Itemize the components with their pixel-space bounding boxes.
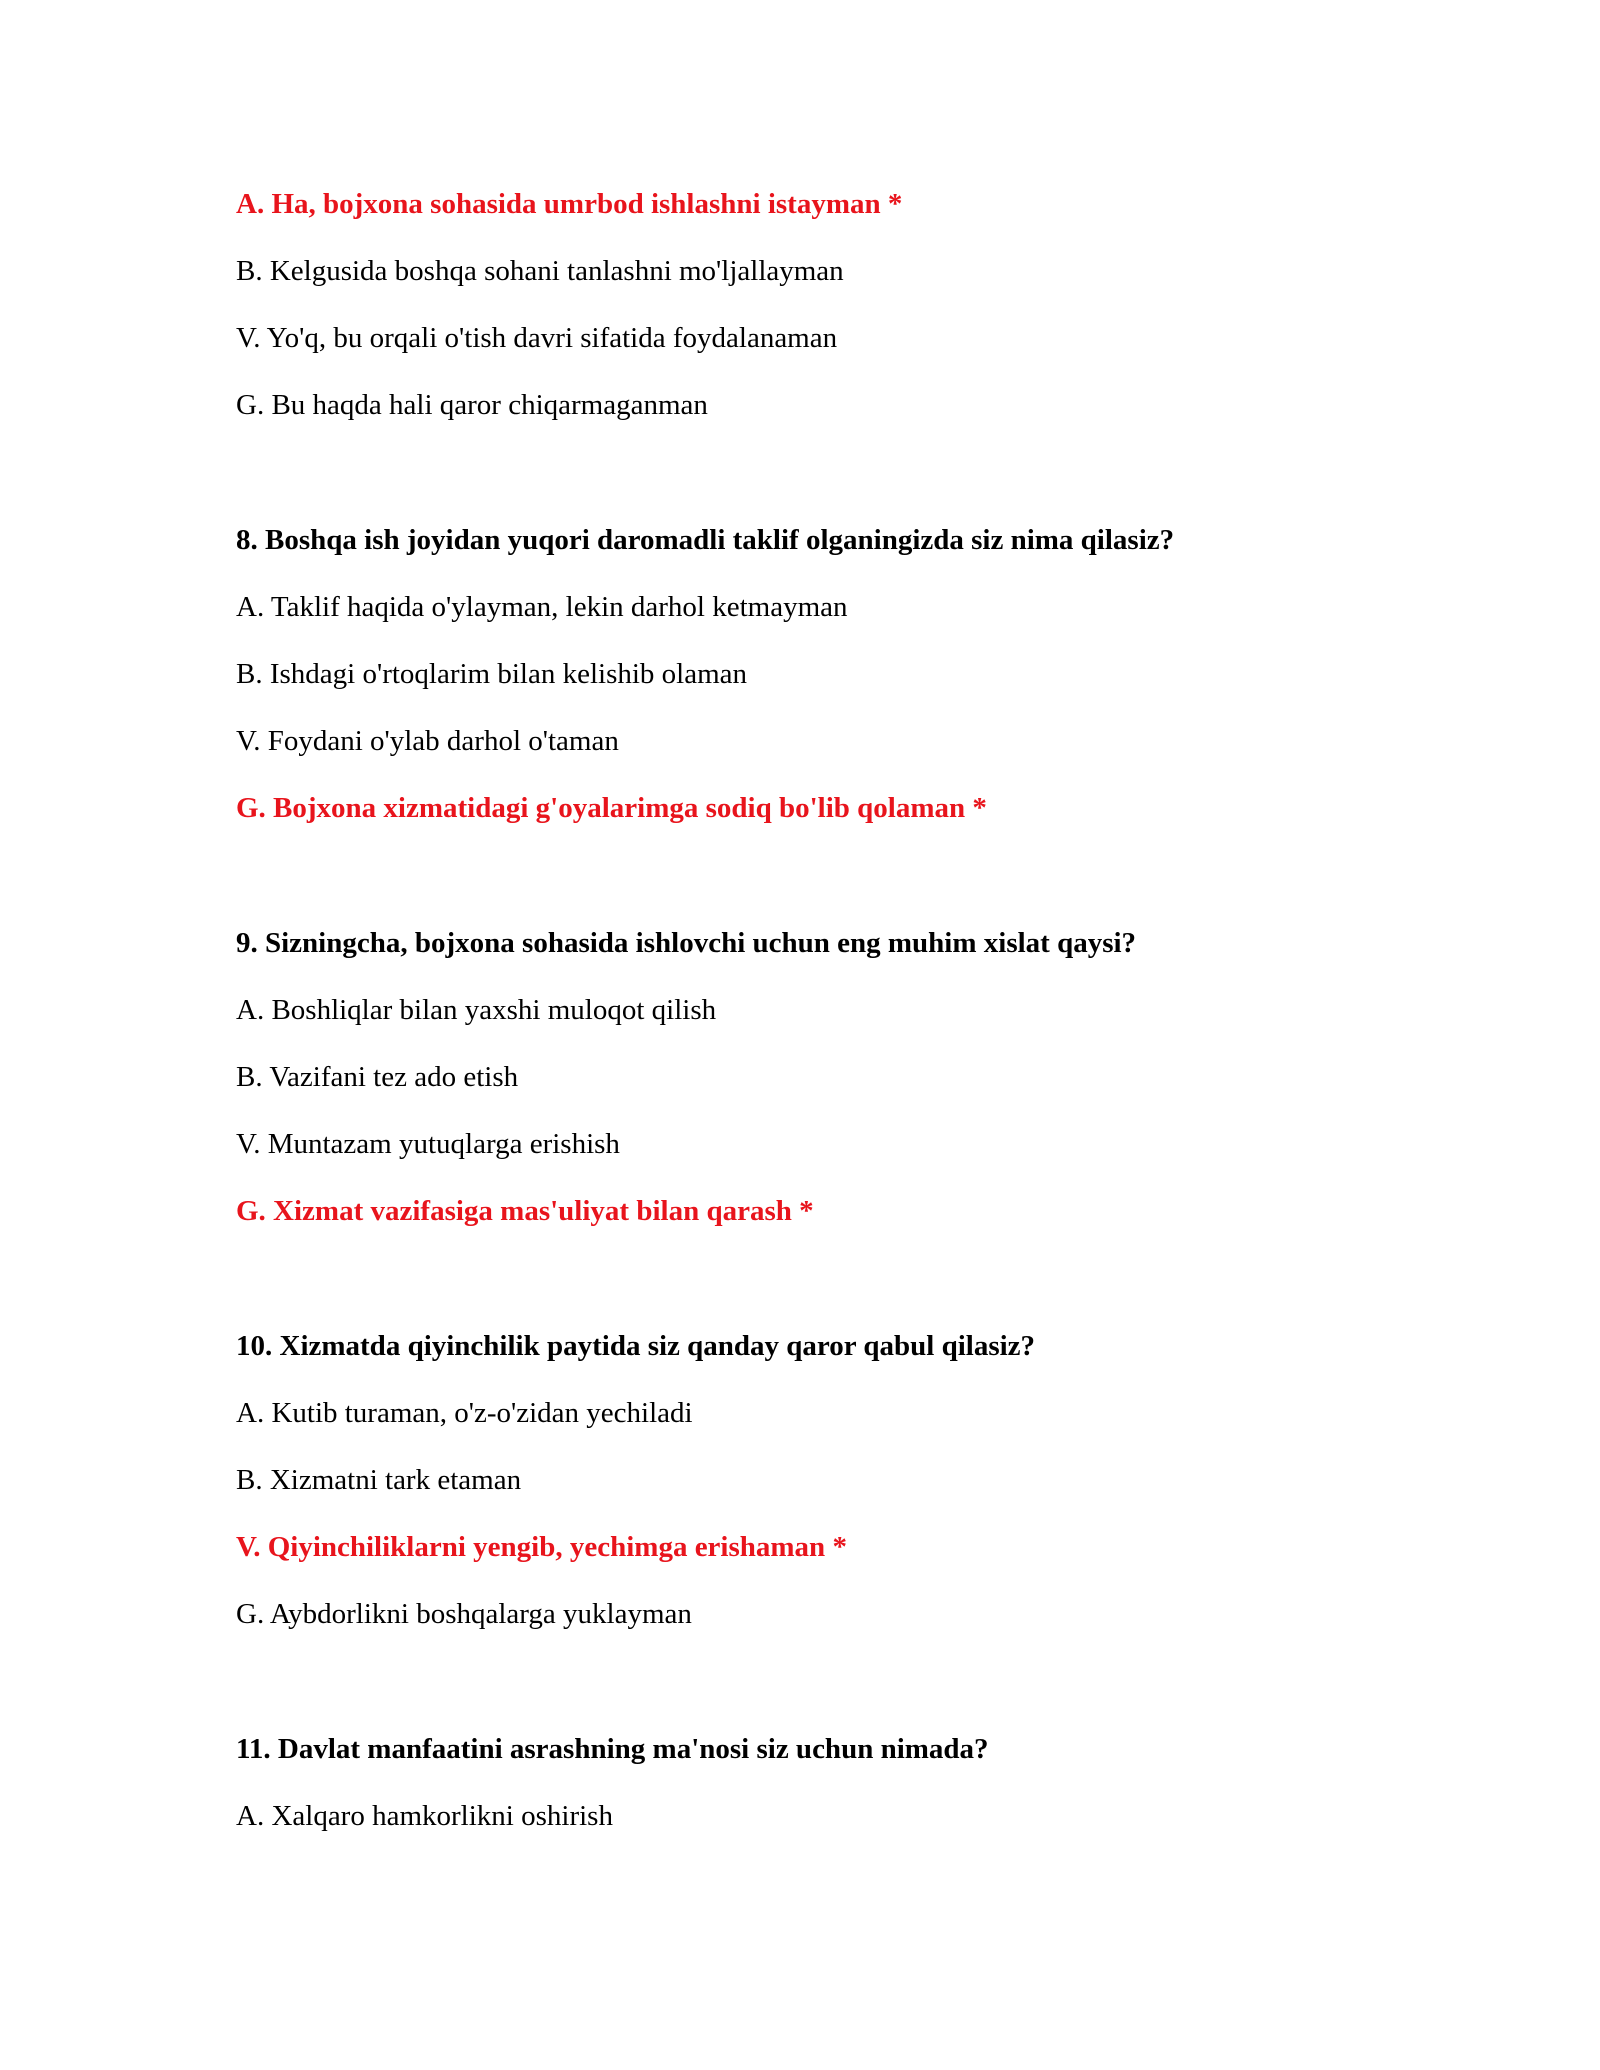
answer-option: G. Bu haqda hali qaror chiqarmaganman bbox=[236, 389, 708, 421]
answer-option: B. Xizmatni tark etaman bbox=[236, 1464, 522, 1496]
question-heading: 11. Davlat manfaatini asrashning ma'nosi siz uchun nimada? bbox=[236, 1733, 989, 1765]
answer-option: A. Boshliqlar bilan yaxshi muloqot qilish bbox=[236, 994, 717, 1026]
answer-option: V. Yo'q, bu orqali o'tish davri sifatida foydalanaman bbox=[236, 322, 838, 354]
answer-option: A. Kutib turaman, o'z-o'zidan yechiladi bbox=[236, 1397, 693, 1429]
answer-option: B. Vazifani tez ado etish bbox=[236, 1061, 519, 1093]
answer-option-correct: A. Ha, bojxona sohasida umrbod ishlashni istayman * bbox=[236, 188, 903, 220]
question-heading: 9. Sizningcha, bojxona sohasida ishlovchi uchun eng muhim xislat qaysi? bbox=[236, 927, 1137, 959]
answer-option: B. Kelgusida boshqa sohani tanlashni mo'ljallayman bbox=[236, 255, 844, 287]
answer-option-correct: V. Qiyinchiliklarni yengib, yechimga erishaman * bbox=[236, 1531, 847, 1563]
answer-option: V. Muntazam yutuqlarga erishish bbox=[236, 1128, 620, 1160]
question-heading: 10. Xizmatda qiyinchilik paytida siz qanday qaror qabul qilasiz? bbox=[236, 1330, 1036, 1362]
answer-option: V. Foydani o'ylab darhol o'taman bbox=[236, 725, 619, 757]
answer-option-correct: G. Bojxona xizmatidagi g'oyalarimga sodiq bo'lib qolaman * bbox=[236, 792, 987, 824]
answer-option: A. Xalqaro hamkorlikni oshirish bbox=[236, 1800, 613, 1832]
answer-option: G. Aybdorlikni boshqalarga yuklayman bbox=[236, 1598, 692, 1630]
answer-option-correct: G. Xizmat vazifasiga mas'uliyat bilan qarash * bbox=[236, 1195, 814, 1227]
question-heading: 8. Boshqa ish joyidan yuqori daromadli taklif olganingizda siz nima qilasiz? bbox=[236, 524, 1175, 556]
answer-option: B. Ishdagi o'rtoqlarim bilan kelishib olaman bbox=[236, 658, 748, 690]
answer-option: A. Taklif haqida o'ylayman, lekin darhol ketmayman bbox=[236, 591, 848, 623]
